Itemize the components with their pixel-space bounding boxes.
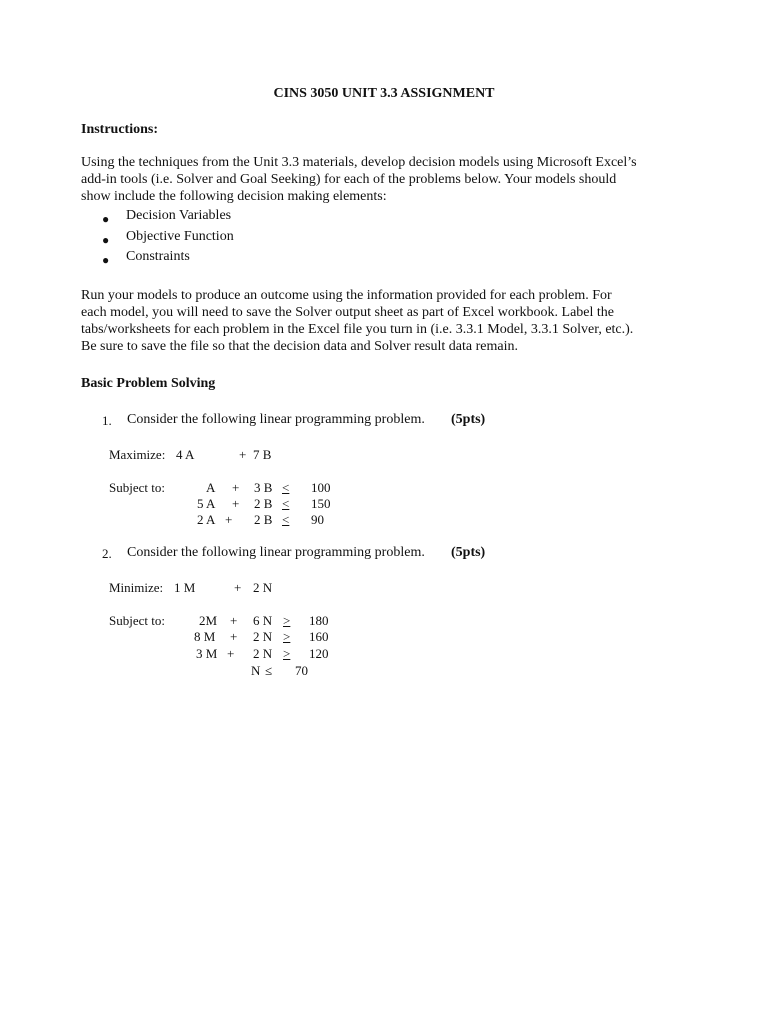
- constraint-term: N: [251, 663, 261, 678]
- problem-points: (5pts): [451, 545, 486, 560]
- bullet-icon: ●: [102, 212, 110, 226]
- run-line: Run your models to produce an outcome using the information provided for each problem. For: [81, 288, 612, 303]
- constraint-op: +: [227, 646, 235, 661]
- bullet-label: Objective Function: [126, 228, 234, 244]
- constraint-rhs: 100: [311, 480, 331, 495]
- constraint-op: +: [230, 629, 238, 644]
- bullet-label: Decision Variables: [126, 208, 232, 223]
- constraint-rhs: 150: [311, 496, 331, 511]
- constraint-relation: <: [282, 496, 290, 511]
- constraint-relation: >: [283, 613, 291, 628]
- objective-term: 4 A: [176, 447, 195, 462]
- problem-text: Consider the following linear programming problem.: [127, 412, 425, 427]
- constraint-relation: <: [282, 480, 290, 495]
- objective-term: 7 B: [253, 447, 272, 462]
- constraint-rhs: 180: [309, 613, 329, 628]
- intro-line: show include the following decision making elements:: [81, 189, 387, 204]
- run-line: tabs/worksheets for each problem in the Excel file you turn in (i.e. 3.3.1 Model, 3.3.1 Solver, etc.).: [81, 322, 634, 337]
- constraint-relation: >: [283, 646, 291, 661]
- bullet-list: [81, 207, 234, 269]
- constraint-term: A: [206, 480, 216, 495]
- intro-line: Using the techniques from the Unit 3.3 materials, develop decision models using Microsoft Excel’s: [81, 155, 637, 170]
- constraint-term: 5 A: [197, 496, 216, 511]
- bullet-item: [81, 207, 234, 228]
- objective-label: Minimize:: [109, 580, 164, 595]
- constraint-term: 8 M: [194, 629, 216, 644]
- constraint-op: +: [232, 480, 240, 495]
- bullet-item: [81, 228, 234, 249]
- objective-plus: +: [239, 447, 247, 462]
- objective-term: 1 M: [174, 580, 196, 595]
- constraint-term: 3 B: [254, 480, 273, 495]
- problem-number: 1.: [102, 413, 112, 428]
- constraint-op: +: [225, 512, 233, 527]
- constraint-rhs: 90: [311, 512, 324, 527]
- constraint-rhs: 70: [295, 663, 308, 678]
- constraint-rhs: 120: [309, 646, 329, 661]
- bullet-item: [81, 248, 234, 269]
- constraint-term: 2 N: [253, 629, 273, 644]
- constraint-op: +: [230, 613, 238, 628]
- constraint-term: 2 B: [254, 496, 273, 511]
- constraint-relation: >: [283, 629, 291, 644]
- constraint-rhs: 160: [309, 629, 329, 644]
- run-line: Be sure to save the file so that the decision data and Solver result data remain.: [81, 339, 518, 354]
- problem-points: (5pts): [451, 412, 486, 427]
- run-line: each model, you will need to save the Solver output sheet as part of Excel workbook. Label the: [81, 305, 615, 320]
- subject-to-label: Subject to:: [109, 613, 165, 628]
- instructions-heading: Instructions:: [81, 122, 159, 137]
- subject-to-label: Subject to:: [109, 480, 165, 495]
- objective-label: Maximize:: [109, 447, 166, 462]
- bullet-label: Constraints: [126, 249, 190, 264]
- constraint-op: +: [232, 496, 240, 511]
- bullet-icon: ●: [102, 253, 110, 267]
- page-title: CINS 3050 UNIT 3.3 ASSIGNMENT: [273, 86, 495, 101]
- constraint-term: 2M: [199, 613, 218, 628]
- problem-text: Consider the following linear programming problem.: [127, 545, 425, 560]
- intro-line: add-in tools (i.e. Solver and Goal Seeking) for each of the problems below. Your models should: [81, 172, 617, 187]
- objective-plus: +: [234, 580, 242, 595]
- constraint-relation: <: [282, 512, 290, 527]
- constraint-term: 2 B: [254, 512, 273, 527]
- constraint-term: 3 M: [196, 646, 218, 661]
- constraint-term: 2 N: [253, 646, 273, 661]
- run-paragraph: [81, 287, 691, 355]
- section-heading: Basic Problem Solving: [81, 376, 216, 391]
- intro-paragraph: [81, 154, 691, 205]
- constraint-term: 2 A: [197, 512, 216, 527]
- bullet-icon: ●: [102, 232, 110, 247]
- constraint-term: 6 N: [253, 613, 273, 628]
- objective-term: 2 N: [253, 580, 273, 595]
- problem-number: 2.: [102, 546, 112, 561]
- constraint-relation: ≤: [265, 663, 273, 678]
